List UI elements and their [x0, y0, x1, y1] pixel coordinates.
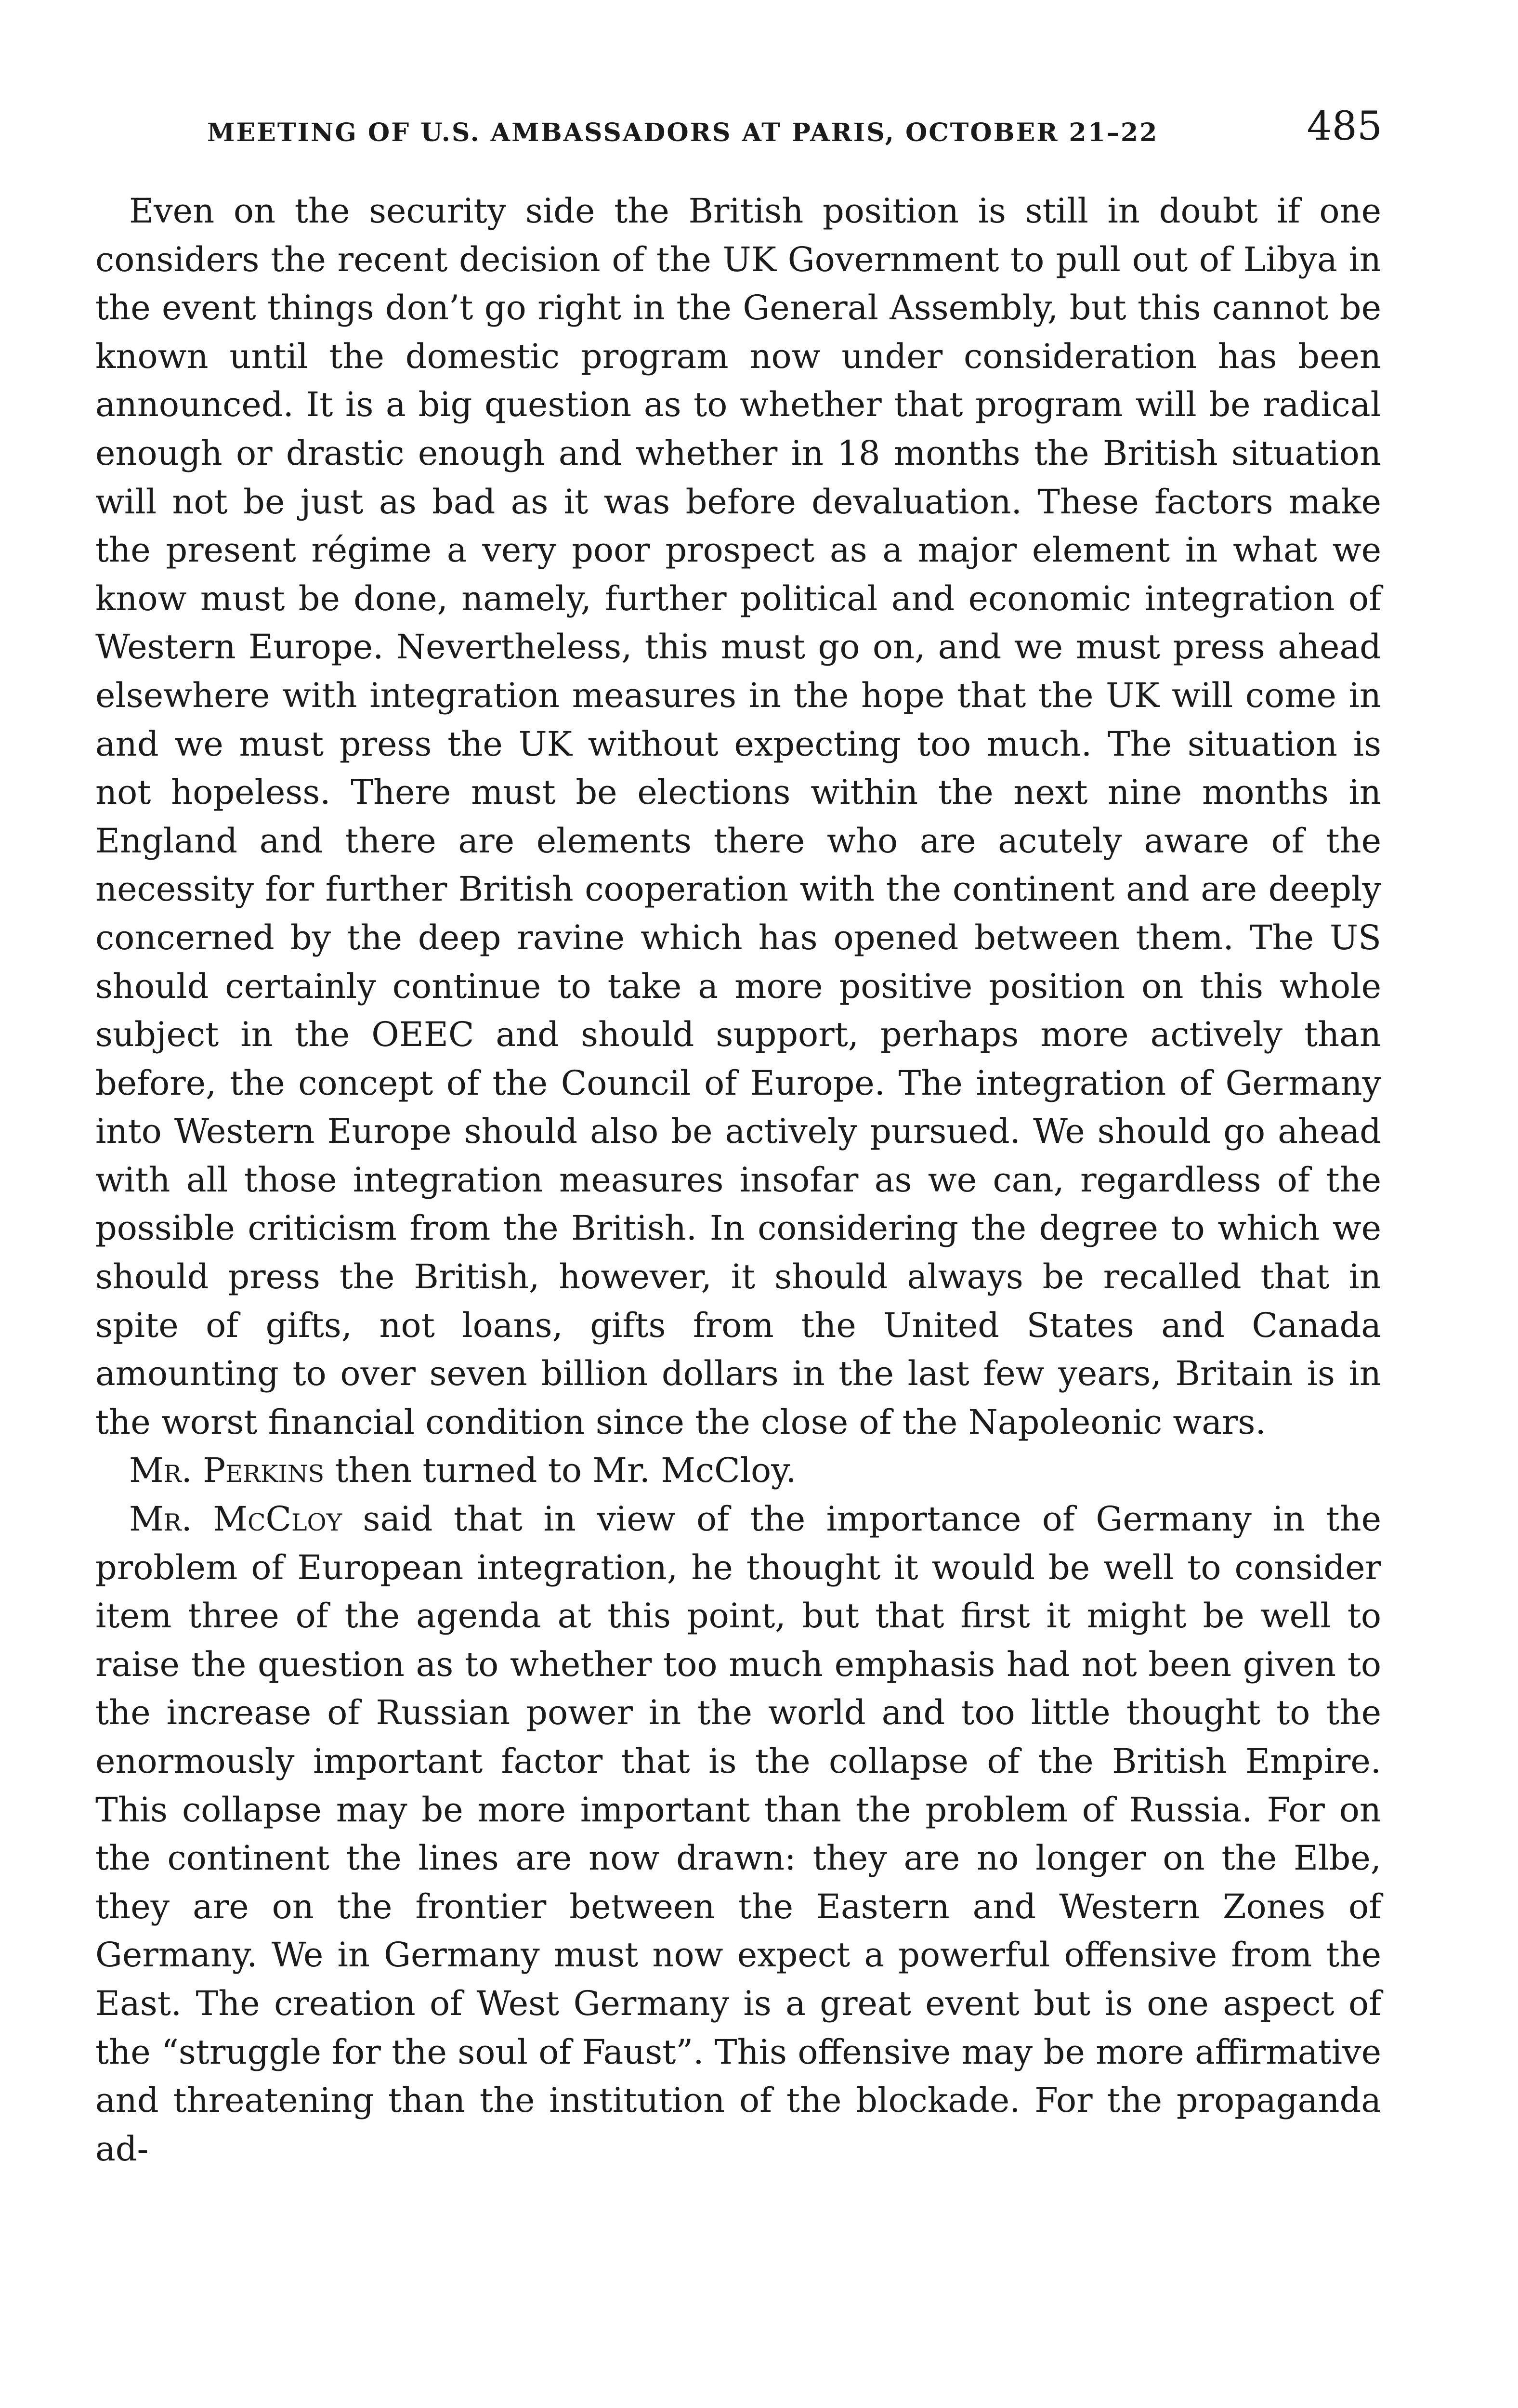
body-text — [95, 187, 1381, 2173]
running-header — [207, 104, 1382, 157]
paragraph-text: said that in view of the importance of Germany in the problem of European integration, he thought it would be well to consider item three of the agenda at this point, but that first it might be well to raise the question as to whether too much emphasis had not been given to the increase of Russian power in the world and too little thought to the enormously important factor that is the collapse of the British Empire. This collapse may be more important than the problem of Russia. For on the continent the lines are now drawn: they are no longer on the Elbe, they are on the frontier between the Eastern and Western Zones of Germany. We in Germany must now expect a powerful offensive from the East. The creation of West Germany is a great event but is one aspect of the “struggle for the soul of Faust”. This offensive may be more affirmative and threatening than the institution of the blockade. For the propaganda ad- — [95, 1499, 1382, 2169]
paragraph-text: then turned to Mr. McCloy. — [324, 1451, 797, 1491]
paragraph-text: Even on the security side the British position is still in doubt if one considers the recent decision of the UK Government to pull out of Libya in the event things don’t go right in the General Assembly, but this cannot be known until the domestic program now under consideration has been announced. It is a big question as to whether that program will be radical enough or drastic enough and whether in 18 months the British situation will not be just as bad as it was before devaluation. These factors make the present régime a very poor prospect as a major element in what we know must be done, namely, further political and economic integration of Western Europe. Nevertheless, this must go on, and we must press ahead elsewhere with integration measures in the hope that the UK will come in and we must press the UK without expecting too much. The situation is not hopeless. There must be elections within the next nine months in England and there are elements there who are acutely aware of the necessity for further British cooperation with the continent and are deeply concerned by the deep ravine which has opened between them. The US should certainly continue to take a more positive position on this whole subject in the OEEC and should support, perhaps more actively than before, the concept of the Council of Europe. The integration of Germany into Western Europe should also be actively pursued. We should go ahead with all those integration measures insofar as we can, regardless of the possible criticism from the British. In considering the degree to which we should press the British, however, it should always be recalled that in spite of gifts, not loans, gifts from the United States and Canada amounting to over seven billion dollars in the last few years, Britain is in the worst financial condition since the close of the Napoleonic wars. — [95, 191, 1381, 1442]
speaker-name: Mr. McCloy — [129, 1499, 342, 1539]
running-title: MEETING OF U.S. AMBASSADORS AT PARIS, OCTOBER 21–22 — [207, 118, 1159, 147]
paragraph — [95, 1446, 1381, 1495]
paragraph — [95, 187, 1381, 1446]
paragraph — [95, 1495, 1381, 2173]
page-number: 485 — [1307, 104, 1382, 149]
speaker-name: Mr. Perkins — [129, 1451, 325, 1491]
